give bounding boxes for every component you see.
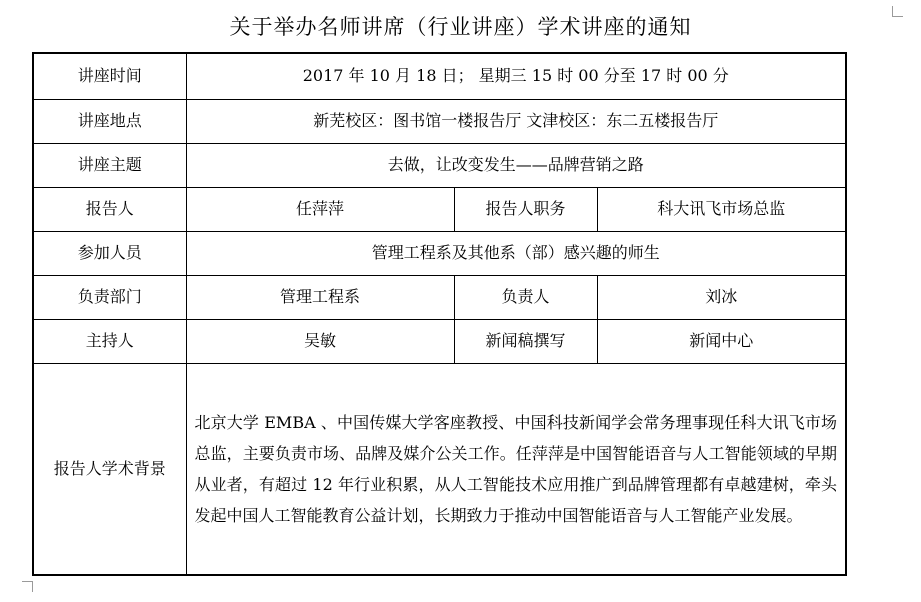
news-value: 新闻中心	[597, 319, 846, 363]
bio-label: 报告人学术背景	[33, 363, 186, 575]
table-row-department	[33, 275, 846, 319]
location-label: 讲座地点	[33, 99, 186, 143]
attendees-value: 管理工程系及其他系（部）感兴趣的师生	[186, 231, 846, 275]
time-label: 讲座时间	[33, 53, 186, 99]
table-row-time	[33, 53, 846, 99]
dept-label: 负责部门	[33, 275, 186, 319]
topic-label: 讲座主题	[33, 143, 186, 187]
owner-label: 负责人	[454, 275, 597, 319]
speaker-title-label: 报告人职务	[454, 187, 597, 231]
location-value: 新芜校区：图书馆一楼报告厅 文津校区：东二五楼报告厅	[186, 99, 846, 143]
table-row-location	[33, 99, 846, 143]
topic-value: 去做，让改变发生——品牌营销之路	[186, 143, 846, 187]
document-title: 关于举办名师讲席（行业讲座）学术讲座的通知	[229, 15, 692, 39]
attendees-label: 参加人员	[33, 231, 186, 275]
host-label: 主持人	[33, 319, 186, 363]
speaker-title-value: 科大讯飞市场总监	[597, 187, 846, 231]
speaker-value: 任萍萍	[186, 187, 454, 231]
table-row-speaker	[33, 187, 846, 231]
table-row-host	[33, 319, 846, 363]
owner-value: 刘冰	[597, 275, 846, 319]
bio-value: 北京大学 EMBA 、中国传媒大学客座教授、中国科技新闻学会常务理事现任科大讯飞市场总监，主要负责市场、品牌及媒介公关工作。任萍萍是中国智能语音与人工智能领域的早期从业者，有超过 12 年行业积累，从人工智能技术应用推广到品牌管理都有卓越建树，牵头发起中国人工智能教育公益计划，长期致力于推动中国智能语音与人工智能产业发展。	[186, 363, 846, 575]
lecture-info-table	[32, 52, 847, 576]
news-label: 新闻稿撰写	[454, 319, 597, 363]
table-row-bio	[33, 363, 846, 575]
time-value: 2017 年 10 月 18 日； 星期三 15 时 00 分至 17 时 00 分	[186, 53, 846, 99]
table-row-attendees	[33, 231, 846, 275]
page-corner-mark-bottom	[22, 581, 33, 592]
host-value: 吴敏	[186, 319, 454, 363]
speaker-label: 报告人	[33, 187, 186, 231]
table-row-topic	[33, 143, 846, 187]
dept-value: 管理工程系	[186, 275, 454, 319]
